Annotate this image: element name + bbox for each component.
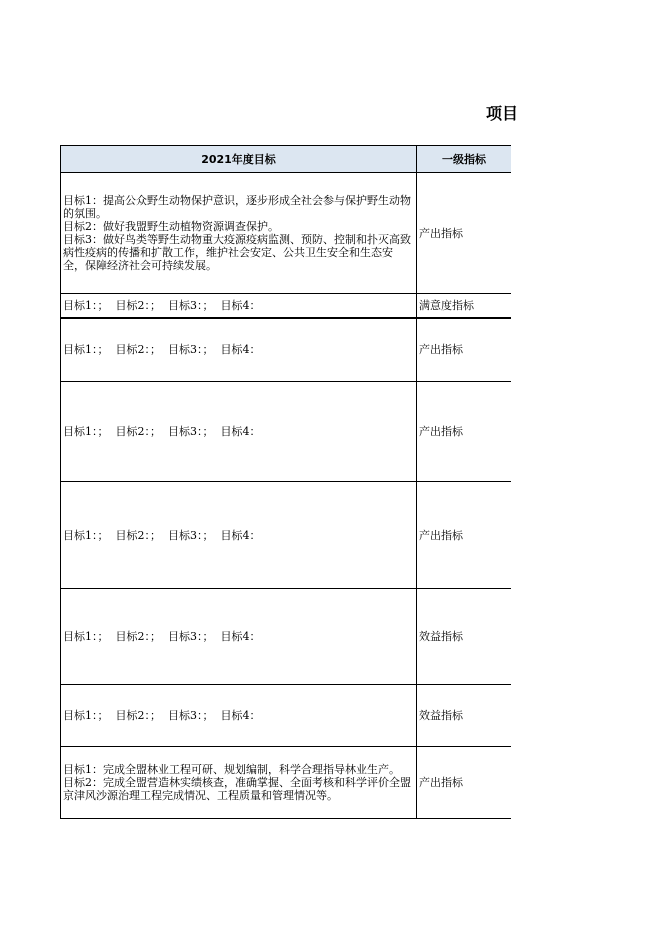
column-header-level1: 一级指标 <box>417 146 512 173</box>
table-row <box>61 482 512 589</box>
table-row <box>61 173 512 294</box>
goal-line: 目标1：； 目标2：； 目标3：； 目标4： <box>63 528 261 542</box>
goal-line: 目标1：完成全盟林业工程可研、规划编制，科学合理指导林业生产。 <box>63 763 400 776</box>
goal-cell[interactable] <box>61 382 417 482</box>
level1-cell[interactable]: 产出指标 <box>417 318 512 382</box>
goal-line: 目标1：； 目标2：； 目标3：； 目标4： <box>63 343 261 357</box>
table-row <box>61 294 512 318</box>
page-title: 项目 <box>486 104 519 123</box>
level1-cell[interactable]: 产出指标 <box>417 382 512 482</box>
goal-cell[interactable] <box>61 173 417 294</box>
level1-cell[interactable]: 产出指标 <box>417 173 512 294</box>
goal-line: 目标3：做好鸟类等野生动物重大疫源疫病监测、预防、控制和扑灭高致病性疫病的传播和扩散工作，维护社会安定、公共卫生安全和生态安全，保障经济社会可持续发展。 <box>63 233 411 272</box>
level1-cell[interactable]: 满意度指标 <box>417 294 512 318</box>
goal-line: 目标2：完成全盟营造林实绩核查，准确掌握、全面考核和科学评价全盟京津风沙源治理工程完成情况、工程质量和管理情况等。 <box>63 776 411 802</box>
level1-cell[interactable]: 产出指标 <box>417 482 512 589</box>
goal-line: 目标1：； 目标2：； 目标3：； 目标4： <box>63 630 261 643</box>
goal-cell[interactable] <box>61 589 417 685</box>
goal-line: 目标1：； 目标2：； 目标3：； 目标4： <box>63 425 261 438</box>
table-row <box>61 747 512 819</box>
goal-line: 目标1：； 目标2：； 目标3：； 目标4： <box>63 298 261 312</box>
goal-line: 目标2：做好我盟野生动植物资源调查保护。 <box>63 220 279 233</box>
goals-table-sheet <box>60 145 511 820</box>
table-row <box>61 382 512 482</box>
level1-cell[interactable]: 效益指标 <box>417 589 512 685</box>
goal-cell[interactable] <box>61 747 417 819</box>
level1-cell[interactable]: 效益指标 <box>417 685 512 747</box>
table-row <box>61 589 512 685</box>
goal-line: 目标1：提高公众野生动物保护意识，逐步形成全社会参与保护野生动物的氛围。 <box>63 194 411 220</box>
table-row <box>61 685 512 747</box>
table-row <box>61 318 512 382</box>
level1-cell[interactable]: 产出指标 <box>417 747 512 819</box>
goal-line: 目标1：； 目标2：； 目标3：； 目标4： <box>63 709 261 722</box>
goal-cell[interactable] <box>61 294 417 318</box>
goal-cell[interactable] <box>61 685 417 747</box>
goals-table <box>60 145 511 819</box>
column-header-goal: 2021年度目标 <box>61 146 417 173</box>
goal-cell[interactable] <box>61 482 417 589</box>
goal-cell[interactable] <box>61 318 417 382</box>
